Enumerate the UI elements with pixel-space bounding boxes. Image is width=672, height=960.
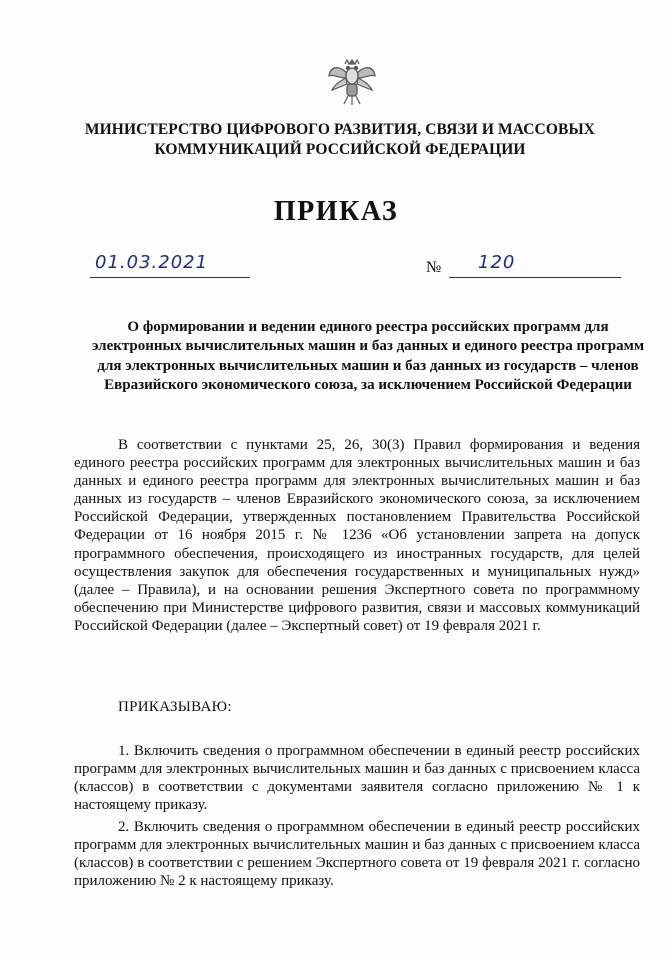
document-number: 120 <box>478 252 516 273</box>
number-underline <box>449 277 621 278</box>
coat-of-arms-icon <box>326 54 378 108</box>
number-label: № <box>426 259 442 276</box>
document-date: 01.03.2021 <box>95 252 209 273</box>
preamble-paragraph: В соответствии с пунктами 25, 26, 30(3) Правил формирования и ведения единого реестра российских программ для электронных вычислительных машин и баз данных и единого реестра программ для электронных вычислительных машин и баз данных из государств – членов Евразийского экономического союза, за исключением Российской Федерации, утвержденных постановлением Правительства Российской Федерации от 16 ноября 2015 г. № 1236 «Об установлении запрета на допуск программного обеспечения, происходящего из иностранных государств, для целей осуществления закупок для обеспечения государственных и муниципальных нужд» (далее – Правила), и на основании решения Экспертного совета по программному обеспечению при Министерстве цифрового развития, связи и массовых коммуникаций Российской Федерации (далее – Экспертный совет) от 19 февраля 2021 г. <box>74 437 640 634</box>
ministry-name: МИНИСТЕРСТВО ЦИФРОВОГО РАЗВИТИЯ, СВЯЗИ И МАССОВЫХ КОММУНИКАЦИЙ РОССИЙСКОЙ ФЕДЕРАЦИИ <box>84 121 596 158</box>
order-item-2: 2. Включить сведения о программном обеспечении в единый реестр российских программ для электронных вычислительных машин и баз данных с присвоением класса (классов) в соответствии с решением Экспертного совета от 19 февраля 2021 г. согласно приложению № 2 к настоящему приказу. <box>74 819 640 890</box>
order-word: ПРИКАЗЫВАЮ: <box>118 699 232 715</box>
date-underline <box>90 277 250 278</box>
document-type-heading: ПРИКАЗ <box>273 196 399 227</box>
document-title: О формировании и ведении единого реестра российских программ для электронных вычислительных машин и баз данных и единого реестра программ для электронных вычислительных машин и баз данных из государств – членов Евразийского экономического союза, за исключением Российской Федерации <box>91 319 645 393</box>
order-item-1: 1. Включить сведения о программном обеспечении в единый реестр российских программ для электронных вычислительных машин и баз данных с присвоением класса (классов) в соответствии с документами заявителя согласно приложению № 1 к настоящему приказу. <box>74 743 640 814</box>
